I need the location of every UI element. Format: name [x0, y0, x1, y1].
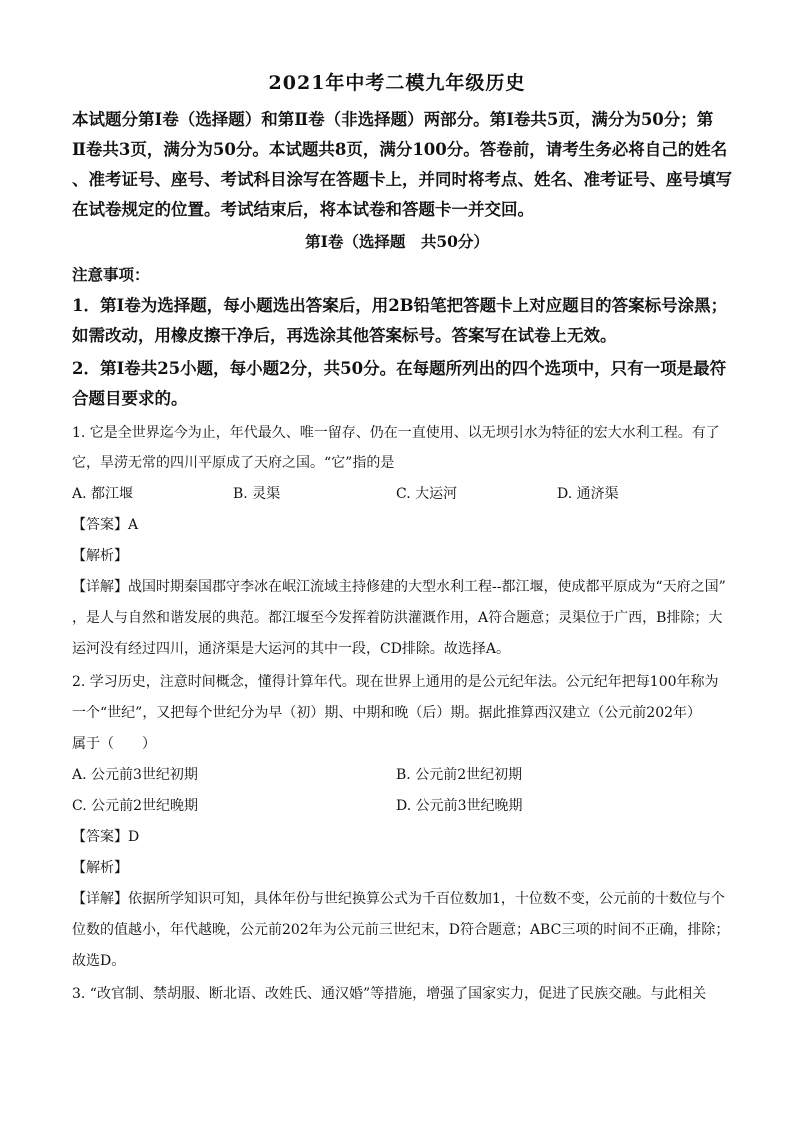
q2-stem-line-3: 属于（ ）	[72, 736, 156, 752]
q2-stem-line-2: 一个“世纪”，又把每个世纪分为早（初）期、中期和晚（后）期。据此推算西汉建立（公元前202年）	[72, 705, 702, 721]
intro-line-2: Ⅱ卷共3页，满分为50分。本试题共8页，满分100分。答卷前，请考生务必将自己的姓名	[72, 140, 728, 159]
q2-answer: 【答案】D	[72, 829, 140, 845]
notes-line-2: 如需改动，用橡皮擦干净后，再选涂其他答案标号。答案写在试卷上无效。	[72, 326, 617, 345]
q1-stem-line-2: 它，旱涝无常的四川平原成了天府之国。“它”指的是	[72, 455, 395, 471]
intro-line-3: 、准考证号、座号、考试科目涂写在答题卡上，并同时将考点、姓名、准考证号、座号填写	[72, 170, 732, 189]
q1-detail-line-1: 【详解】战国时期秦国郡守李冰在岷江流域主持修建的大型水利工程--都江堰，使成都平原成为“天府之国”	[72, 579, 726, 595]
q2-detail-line-2: 位数的值越小，年代越晚，公元前202年为公元前三世纪末，D符合题意；ABC三项的时间不正确，排除；	[72, 922, 730, 938]
q2-detail-line-1: 【详解】依据所学知识可知，具体年份与世纪换算公式为千百位数加1，十位数不变，公元前的十数位与个	[72, 891, 725, 907]
q2-stem-line-1: 2. 学习历史，注意时间概念，懂得计算年代。现在世界上通用的是公元纪年法。公元纪年把每100年称为	[72, 674, 719, 690]
q1-option-c: C. 大运河	[396, 486, 458, 502]
q1-analysis: 【解析】	[72, 548, 128, 564]
q2-analysis: 【解析】	[72, 860, 128, 876]
intro-line-1: 本试题分第Ⅰ卷（选择题）和第Ⅱ卷（非选择题）两部分。第Ⅰ卷共5页，满分为50分；第	[72, 110, 714, 129]
page-title: 2021年中考二模九年级历史	[268, 72, 526, 94]
q2-option-d: D. 公元前3世纪晚期	[396, 798, 523, 814]
notes-line-3: 2．第Ⅰ卷共25小题，每小题2分，共50分。在每题所列出的四个选项中，只有一项是最符	[72, 359, 727, 378]
q1-detail-line-3: 运河没有经过四川，通济渠是大运河的其中一段，CD排除。故选择A。	[72, 641, 511, 657]
q1-option-d: D. 通济渠	[557, 486, 619, 502]
notes-line-1: 1．第Ⅰ卷为选择题，每小题选出答案后，用2B铅笔把答题卡上对应题目的答案标号涂黑；	[72, 296, 728, 315]
q2-detail-line-3: 故选D。	[72, 953, 126, 969]
q2-option-a: A. 公元前3世纪初期	[72, 767, 198, 783]
q1-option-a: A. 都江堰	[72, 486, 134, 502]
intro-line-4: 在试卷规定的位置。考试结束后，将本试卷和答题卡一并交回。	[72, 200, 534, 219]
notes-line-4: 合题目要求的。	[72, 389, 188, 408]
q2-option-b: B. 公元前2世纪初期	[396, 767, 523, 783]
q1-option-b: B. 灵渠	[233, 486, 281, 502]
q2-option-c: C. 公元前2世纪晚期	[72, 798, 199, 814]
q1-answer: 【答案】A	[72, 517, 139, 533]
q1-detail-line-2: ，是人与自然和谐发展的典范。都江堰至今发挥着防洪灌溉作用，A符合题意；灵渠位于广西，B排除；大	[72, 610, 723, 626]
q3-stem-line-1: 3. “改官制、禁胡服、断北语、改姓氏、通汉婚”等措施，增强了国家实力，促进了民族交融。与此相关	[72, 986, 707, 1002]
section-title: 第Ⅰ卷（选择题 共50分）	[305, 232, 489, 251]
notes-heading: 注意事项：	[72, 265, 150, 284]
q1-stem-line-1: 1. 它是全世界迄今为止，年代最久、唯一留存、仍在一直使用、以无坝引水为特征的宏大水利工程。有了	[72, 425, 720, 441]
